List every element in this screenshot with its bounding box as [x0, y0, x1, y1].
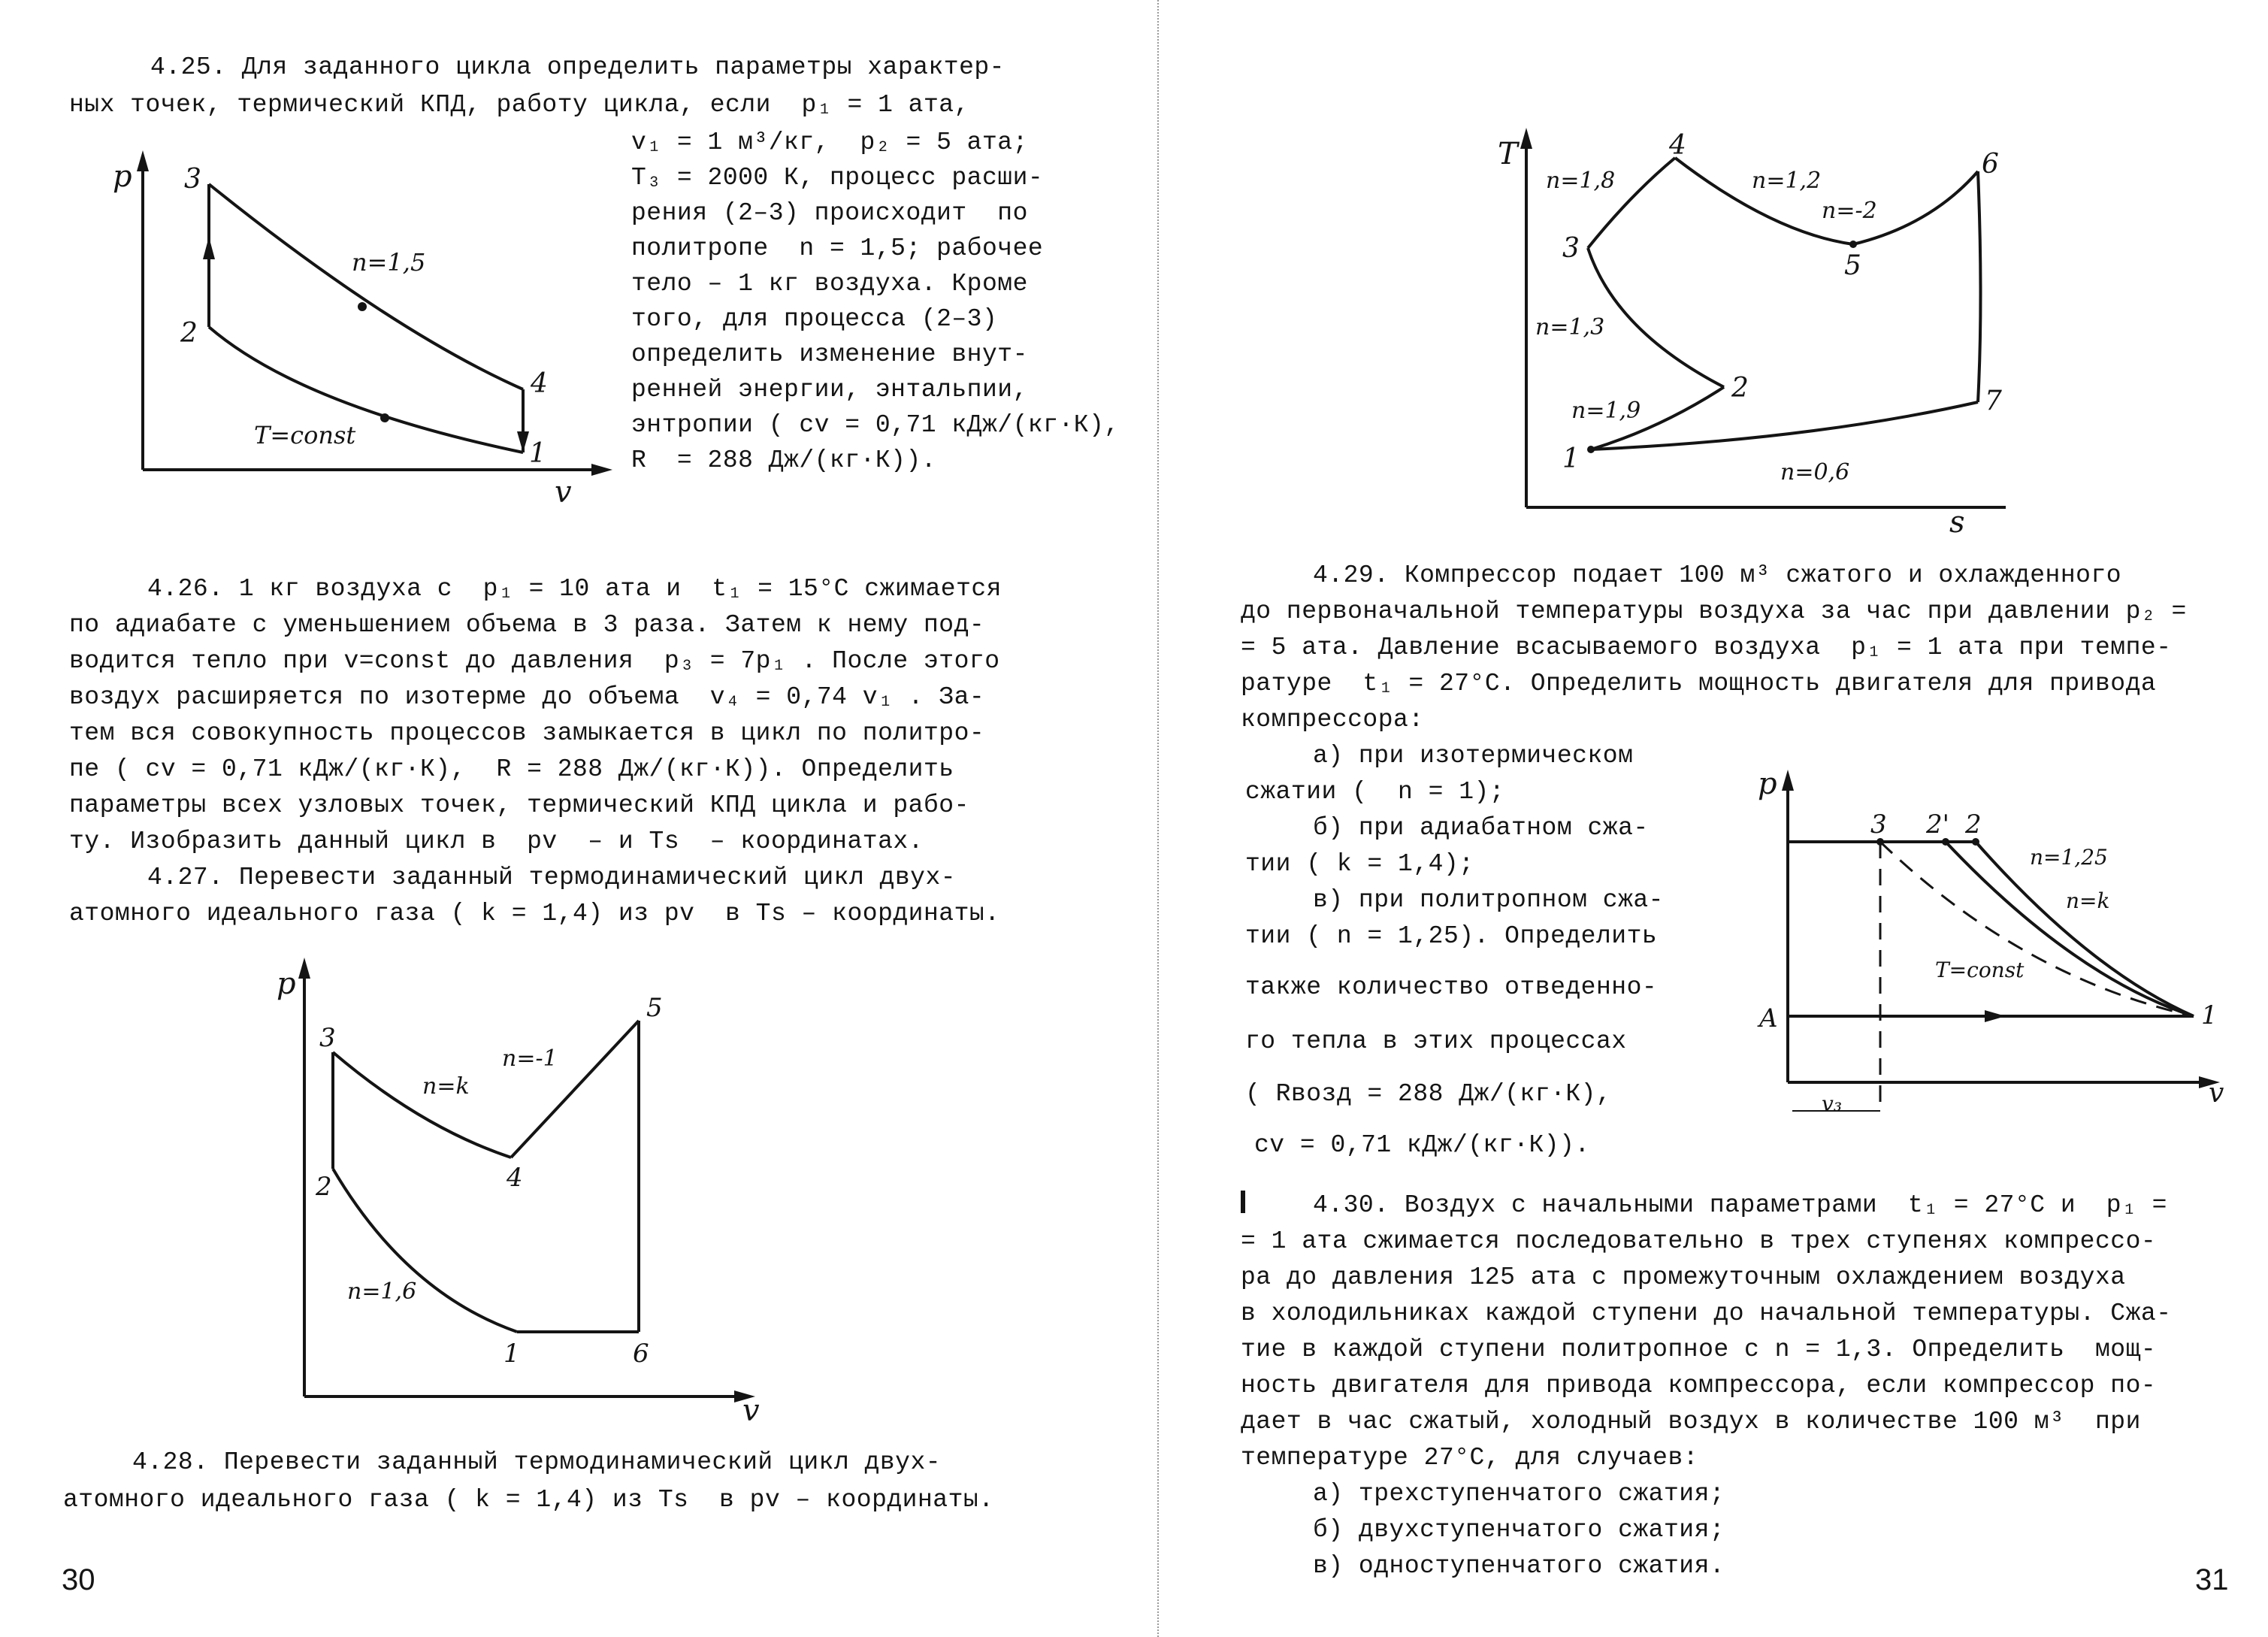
- diagram-ts-y-axis-label: T: [1498, 137, 1518, 171]
- diagram-429-point-2prime: 2': [1926, 809, 1949, 840]
- problem-425-line-2: ных точек, термический КПД, работу цикла, если p₁ = 1 ата,: [69, 91, 969, 119]
- diagram-425-label-n15: n=1,5: [352, 248, 426, 277]
- problem-427-line-2: атомного идеального газа ( k = 1,4) из pv в Ts – координаты.: [69, 900, 1000, 927]
- diagram-ts-label-n06: n=0,6: [1780, 459, 1850, 486]
- page-number-left: 30: [62, 1563, 95, 1596]
- problem-426-line-5: тем вся совокупность процессов замыкается в цикл по политро-: [69, 719, 985, 747]
- problem-425-side-5: тело – 1 кг воздуха. Кроме: [631, 270, 1028, 298]
- diagram-425-point-1: 1: [529, 438, 546, 469]
- diagram-427-label-n-minus-1: n=-1: [502, 1045, 558, 1072]
- diagram-ts-label-n13: n=1,3: [1535, 314, 1605, 340]
- diagram-429-point-1: 1: [2201, 1000, 2218, 1030]
- problem-426-line-3: водится тепло при v=const до давления p₃ = 7p₁ . После этого: [69, 647, 1000, 675]
- problem-430-case-a: а) трехступенчатого сжатия;: [1313, 1480, 1725, 1508]
- diagram-427-y-axis-label: p: [277, 967, 296, 1001]
- diagram-427-point-6: 6: [633, 1339, 649, 1369]
- diagram-429-label-tconst: T=const: [1935, 958, 2025, 982]
- diagram-429-label-n125: n=1,25: [2030, 845, 2108, 870]
- diagram-427-x-axis-label: v: [742, 1393, 760, 1428]
- diagram-427-point-3: 3: [319, 1023, 336, 1053]
- diagram-ts-point-4: 4: [1669, 130, 1686, 161]
- diagram-427-label-nk: n=k: [422, 1073, 470, 1100]
- problem-430-line-4: в холодильниках каждой ступени до начальной температуры. Сжа-: [1241, 1300, 2172, 1327]
- problem-425-side-4: политропе n = 1,5; рабочее: [631, 235, 1044, 262]
- problem-425-side-9: энтропии ( cv = 0,71 кДж/(кг·К),: [631, 411, 1120, 439]
- diagram-ts-point-7: 7: [1985, 386, 2002, 416]
- problem-426-line-6: пе ( cv = 0,71 кДж/(кг·К), R = 288 Дж/(кг·К)). Определить: [69, 755, 954, 783]
- problem-426-line-1: 4.26. 1 кг воздуха с p₁ = 10 ата и t₁ = 15°C сжимается: [147, 575, 1002, 603]
- margin-bar: [1241, 1191, 1245, 1213]
- problem-429-side-5: в) при политропном сжа-: [1313, 886, 1664, 914]
- problem-430-case-c: в) одноступенчатого сжатия.: [1313, 1552, 1725, 1580]
- problem-430-line-5: тие в каждой ступени политропное с n = 1,3. Определить мощ-: [1241, 1336, 2157, 1363]
- problem-425-side-3: рения (2–3) происходит по: [631, 199, 1028, 227]
- problem-430-case-b: б) двухступенчатого сжатия;: [1313, 1516, 1725, 1544]
- diagram-425-point-2: 2: [180, 318, 198, 349]
- problem-429-side-9: ( Rвозд = 288 Дж/(кг·К),: [1245, 1080, 1612, 1108]
- problem-429-side-7: также количество отведенно-: [1245, 973, 1658, 1001]
- problem-430-line-8: температуре 27°C, для случаев:: [1241, 1444, 1699, 1472]
- problem-429-side-3: б) при адиабатном сжа-: [1313, 814, 1649, 842]
- diagram-427-point-2: 2: [316, 1172, 332, 1202]
- problem-429-line-2: до первоначальной температуры воздуха за час при давлении p₂ =: [1241, 598, 2187, 625]
- diagram-427-label-n16: n=1,6: [347, 1278, 417, 1305]
- page-number-right: 31: [2195, 1563, 2229, 1596]
- problem-430-line-1: 4.30. Воздух с начальными параметрами t₁ = 27°C и p₁ =: [1313, 1191, 2167, 1219]
- diagram-427-axes: [298, 958, 755, 1402]
- diagram-427-point-5: 5: [646, 993, 663, 1023]
- problem-429-line-5: компрессора:: [1241, 706, 1424, 734]
- diagram-425-label-tconst: T=const: [254, 421, 356, 449]
- problem-429-side-6: тии ( n = 1,25). Определить: [1245, 922, 1658, 950]
- problem-425-side-6: того, для процесса (2–3): [631, 305, 998, 333]
- diagram-429-point-3: 3: [1870, 809, 1887, 840]
- problem-425-side-8: ренней энергии, энтальпии,: [631, 376, 1028, 404]
- right-page: [1134, 0, 2268, 1637]
- diagram-ts-x-axis-label: s: [1949, 505, 1965, 540]
- diagram-429-point-a: A: [1759, 1003, 1778, 1033]
- diagram-425-point-4: 4: [531, 368, 548, 399]
- problem-425-side-1: v₁ = 1 м³/кг, p₂ = 5 ата;: [631, 129, 1028, 156]
- diagram-ts-label-n19: n=1,9: [1571, 398, 1641, 424]
- diagram-429: [1134, 0, 2268, 1142]
- diagram-ts-point-1: 1: [1562, 443, 1580, 474]
- problem-429-line-3: = 5 ата. Давление всасываемого воздуха p₁ = 1 ата при темпе-: [1241, 634, 2172, 661]
- problem-427-line-1: 4.27. Перевести заданный термодинамический цикл двух-: [147, 864, 957, 891]
- diagram-427-point-1: 1: [503, 1339, 520, 1369]
- problem-429-side-8: го тепла в этих процессах: [1245, 1027, 1627, 1055]
- diagram-ts-label-n12: n=1,2: [1752, 168, 1822, 194]
- problem-430-line-6: ность двигателя для привода компрессора, если компрессор по-: [1241, 1372, 2157, 1399]
- diagram-425-x-axis-label: v: [555, 475, 572, 510]
- problem-429-side-4: тии ( k = 1,4);: [1245, 850, 1474, 878]
- problem-425-side-7: определить изменение внут-: [631, 340, 1028, 368]
- problem-428-line-1: 4.28. Перевести заданный термодинамический цикл двух-: [132, 1448, 942, 1476]
- problem-426-line-7: параметры всех узловых точек, термический КПД цикла и рабо-: [69, 791, 969, 819]
- diagram-429-point-2: 2: [1965, 809, 1982, 840]
- diagram-425-point-3: 3: [184, 164, 201, 195]
- diagram-427-point-4: 4: [507, 1163, 523, 1193]
- problem-426-line-4: воздух расширяется по изотерме до объема v₄ = 0,74 v₁ . За-: [69, 683, 985, 711]
- diagram-ts-point-2: 2: [1731, 373, 1749, 404]
- problem-430-line-7: дает в час сжатый, холодный воздух в количестве 100 м³ при: [1241, 1408, 2141, 1436]
- diagram-427: [0, 0, 827, 1466]
- diagram-429-y-axis-label: p: [1758, 767, 1777, 801]
- diagram-ts-point-6: 6: [1982, 149, 1999, 180]
- problem-429-side-10: cv = 0,71 кДж/(кг·К)).: [1254, 1131, 1590, 1159]
- problem-426-line-2: по адиабате с уменьшением объема в 3 раза. Затем к нему под-: [69, 611, 985, 639]
- diagram-ts-label-n-minus-2: n=-2: [1822, 198, 1877, 224]
- problem-430-line-2: = 1 ата сжимается последовательно в трех ступенях компрессо-: [1241, 1227, 2157, 1255]
- problem-429-side-2: сжатии ( n = 1);: [1245, 778, 1505, 806]
- problem-429-line-4: ратуре t₁ = 27°C. Определить мощность двигателя для привода: [1241, 670, 2157, 697]
- diagram-429-label-v3: v₃: [1822, 1091, 1843, 1116]
- diagram-429-axes: [1782, 770, 2220, 1088]
- problem-428-line-2: атомного идеального газа ( k = 1,4) из Ts в pv – координаты.: [63, 1486, 994, 1514]
- problem-430-line-3: ра до давления 125 ата с промежуточным охлаждением воздуха: [1241, 1263, 2126, 1291]
- problem-429-line-1: 4.29. Компрессор подает 100 м³ сжатого и охлажденного: [1313, 561, 2122, 589]
- problem-425-side-10: R = 288 Дж/(кг·К)).: [631, 446, 937, 474]
- problem-429-side-1: а) при изотермическом: [1313, 742, 1634, 770]
- problem-425-line-1: 4.25. Для заданного цикла определить параметры характер-: [150, 53, 1005, 81]
- problem-426-line-8: ту. Изобразить данный цикл в pv – и Ts – координатах.: [69, 828, 924, 855]
- diagram-425-y-axis-label: p: [113, 159, 132, 194]
- diagram-429-x-axis-label: v: [2209, 1078, 2224, 1109]
- diagram-ts-label-n18: n=1,8: [1546, 168, 1616, 194]
- diagram-ts-point-5: 5: [1844, 250, 1861, 281]
- diagram-ts-point-3: 3: [1562, 233, 1580, 264]
- problem-425-side-2: T₃ = 2000 К, процесс расши-: [631, 164, 1044, 192]
- diagram-429-label-nk: n=k: [2066, 888, 2110, 913]
